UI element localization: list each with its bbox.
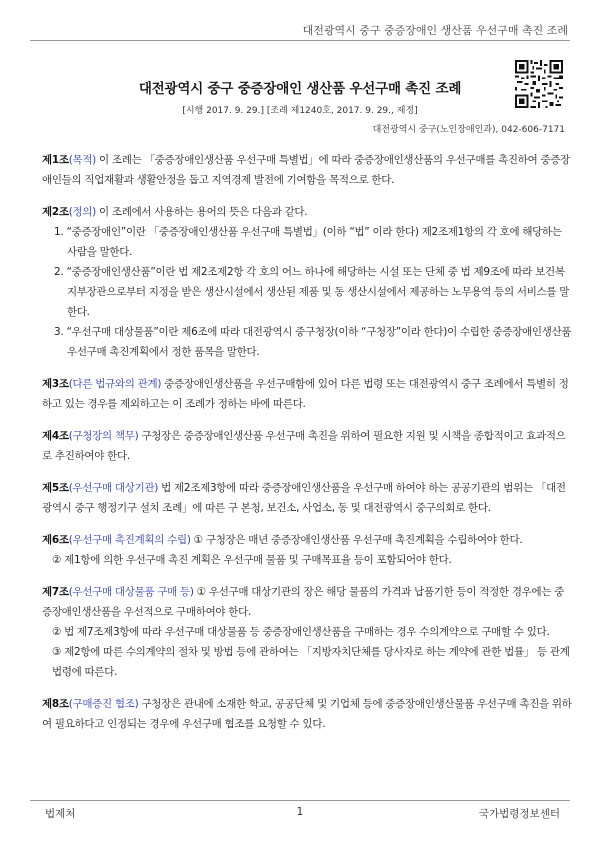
article-text: ① 우선구매 대상기관의 장은 해당 물품의 가격과 납품기한 등이 적정한 경우에는 중증장애인생산품을 우선적으로 구매하여야 한다. bbox=[42, 586, 565, 618]
page-number: 1 bbox=[296, 806, 304, 818]
article-title: (구청장의 책무) bbox=[68, 430, 139, 442]
footer-divider bbox=[30, 800, 570, 801]
article-text: 이 조례에서 사용하는 용어의 뜻은 다음과 같다. bbox=[95, 206, 308, 218]
article-6 bbox=[42, 530, 572, 570]
running-header: 대전광역시 중구 중증장애인 생산품 우선구매 촉진 조례 bbox=[302, 24, 568, 37]
article-2 bbox=[42, 202, 572, 362]
article-title: (다른 법규와의 관계) bbox=[68, 378, 162, 390]
article-text: 중증장애인생산품을 우선구매함에 있어 다른 법령 또는 대전광역시 중구 조례에서 특별히 정하고 있는 경우를 제외하고는 이 조례가 정하는 바에 따른다. bbox=[42, 378, 569, 410]
department-contact: 대전광역시 중구(노인장애인과), 042-606-7171 bbox=[372, 125, 565, 135]
article-1 bbox=[42, 150, 572, 190]
article-4 bbox=[42, 426, 572, 466]
article-title: (우선구매 촉진계획의 수립) bbox=[68, 534, 191, 546]
document-body bbox=[42, 150, 572, 734]
article-number: 제5조 bbox=[42, 482, 69, 494]
article-number: 제4조 bbox=[42, 430, 69, 442]
article-7 bbox=[42, 582, 572, 682]
list-item: 3. “우선구매 대상물품”이란 제6조에 따라 대전광역시 중구청장(이하 “구청장”이라 한다)이 수립한 중증장애인생산품 우선구매 촉진계획에서 정한 품목을 말한다. bbox=[54, 326, 572, 358]
article-3 bbox=[42, 374, 572, 414]
article-8 bbox=[42, 694, 572, 734]
paragraph: ② 법 제7조제3항에 따라 우선구매 대상물품 등 중증장애인생산품을 구매하는 경우 수의계약으로 구매할 수 있다. bbox=[52, 626, 550, 638]
document-title: 대전광역시 중구 중증장애인 생산품 우선구매 촉진 조례 bbox=[138, 81, 462, 97]
paragraph: ③ 제2항에 따른 수의계약의 절차 및 방법 등에 관하여는 「지방자치단체를 당사자로 하는 계약에 관한 법률」 등 관계 법령에 따른다. bbox=[52, 646, 570, 678]
article-text: 구청장은 관내에 소재한 학교, 공공단체 및 기업체 등에 중증장애인생산물품 우선구매 촉진을 위하여 필요하다고 인정되는 경우에 우선구매 협조를 요청할 수 있다. bbox=[42, 698, 572, 730]
article-text: 이 조례는 「중증장애인생산품 우선구매 특별법」에 따라 중증장애인생산품의 우선구매를 촉진하여 중증장애인들의 직업재활과 생활안정을 돕고 지역경제 발전에 기여함을 목적으로 한다. bbox=[42, 154, 571, 186]
article-number: 제2조 bbox=[42, 206, 69, 218]
list-item: 2. “중증장애인생산품”이란 법 제2조제2항 각 호의 어느 하나에 해당하는 시설 또는 단체 중 법 제9조에 따라 보건복지부장관으로부터 지정을 받은 생산시설에서 생산된 제품 및 동 생산시설에서 제공하는 노무용역 등의 서비스를 말한다. bbox=[54, 266, 570, 318]
article-title: (정의) bbox=[68, 206, 96, 218]
article-text: 법 제2조제3항에 따라 중증장애인생산품을 우선구매 하여야 하는 공공기관의 범위는 「대전광역시 중구 행정기구 설치 조례」에 따른 구 본청, 보건소, 사업소, 동 및 대전광역시 중구의회로 한다. bbox=[42, 482, 566, 514]
footer-source: 법제처 bbox=[45, 808, 76, 820]
article-text: ① 구청장은 매년 중증장애인생산품 우선구매 촉진계획을 수립하여야 한다. bbox=[190, 534, 523, 546]
article-number: 제8조 bbox=[42, 698, 69, 710]
paragraph: ② 제1항에 의한 우선구매 촉진 계획은 우선구매 물품 및 구매목표율 등이 포함되어야 한다. bbox=[52, 554, 452, 566]
article-number: 제1조 bbox=[42, 154, 69, 166]
enforcement-info: [시행 2017. 9. 29.] [조례 제1240호, 2017. 9. 29., 제정] bbox=[182, 106, 418, 116]
article-title: (목적) bbox=[68, 154, 96, 166]
footer-publisher: 국가법령정보센터 bbox=[478, 808, 560, 820]
article-text: 구청장은 중증장애인생산품 우선구매 촉진을 위하여 필요한 지원 및 시책을 종합적이고 효과적으로 추진하여야 한다. bbox=[42, 430, 566, 462]
article-title: (구매증진 협조) bbox=[68, 698, 139, 710]
article-5 bbox=[42, 478, 572, 518]
article-title: (우선구매 대상물품 구매 등) bbox=[68, 586, 194, 598]
list-item: 1. “중증장애인”이란 「중증장애인생산품 우선구매 특별법」(이하 “법” 이라 한다) 제2조제1항의 각 호에 해당하는 사람을 말한다. bbox=[54, 226, 562, 258]
article-number: 제3조 bbox=[42, 378, 69, 390]
article-title: (우선구매 대상기관) bbox=[68, 482, 159, 494]
article-number: 제6조 bbox=[42, 534, 69, 546]
article-number: 제7조 bbox=[42, 586, 69, 598]
